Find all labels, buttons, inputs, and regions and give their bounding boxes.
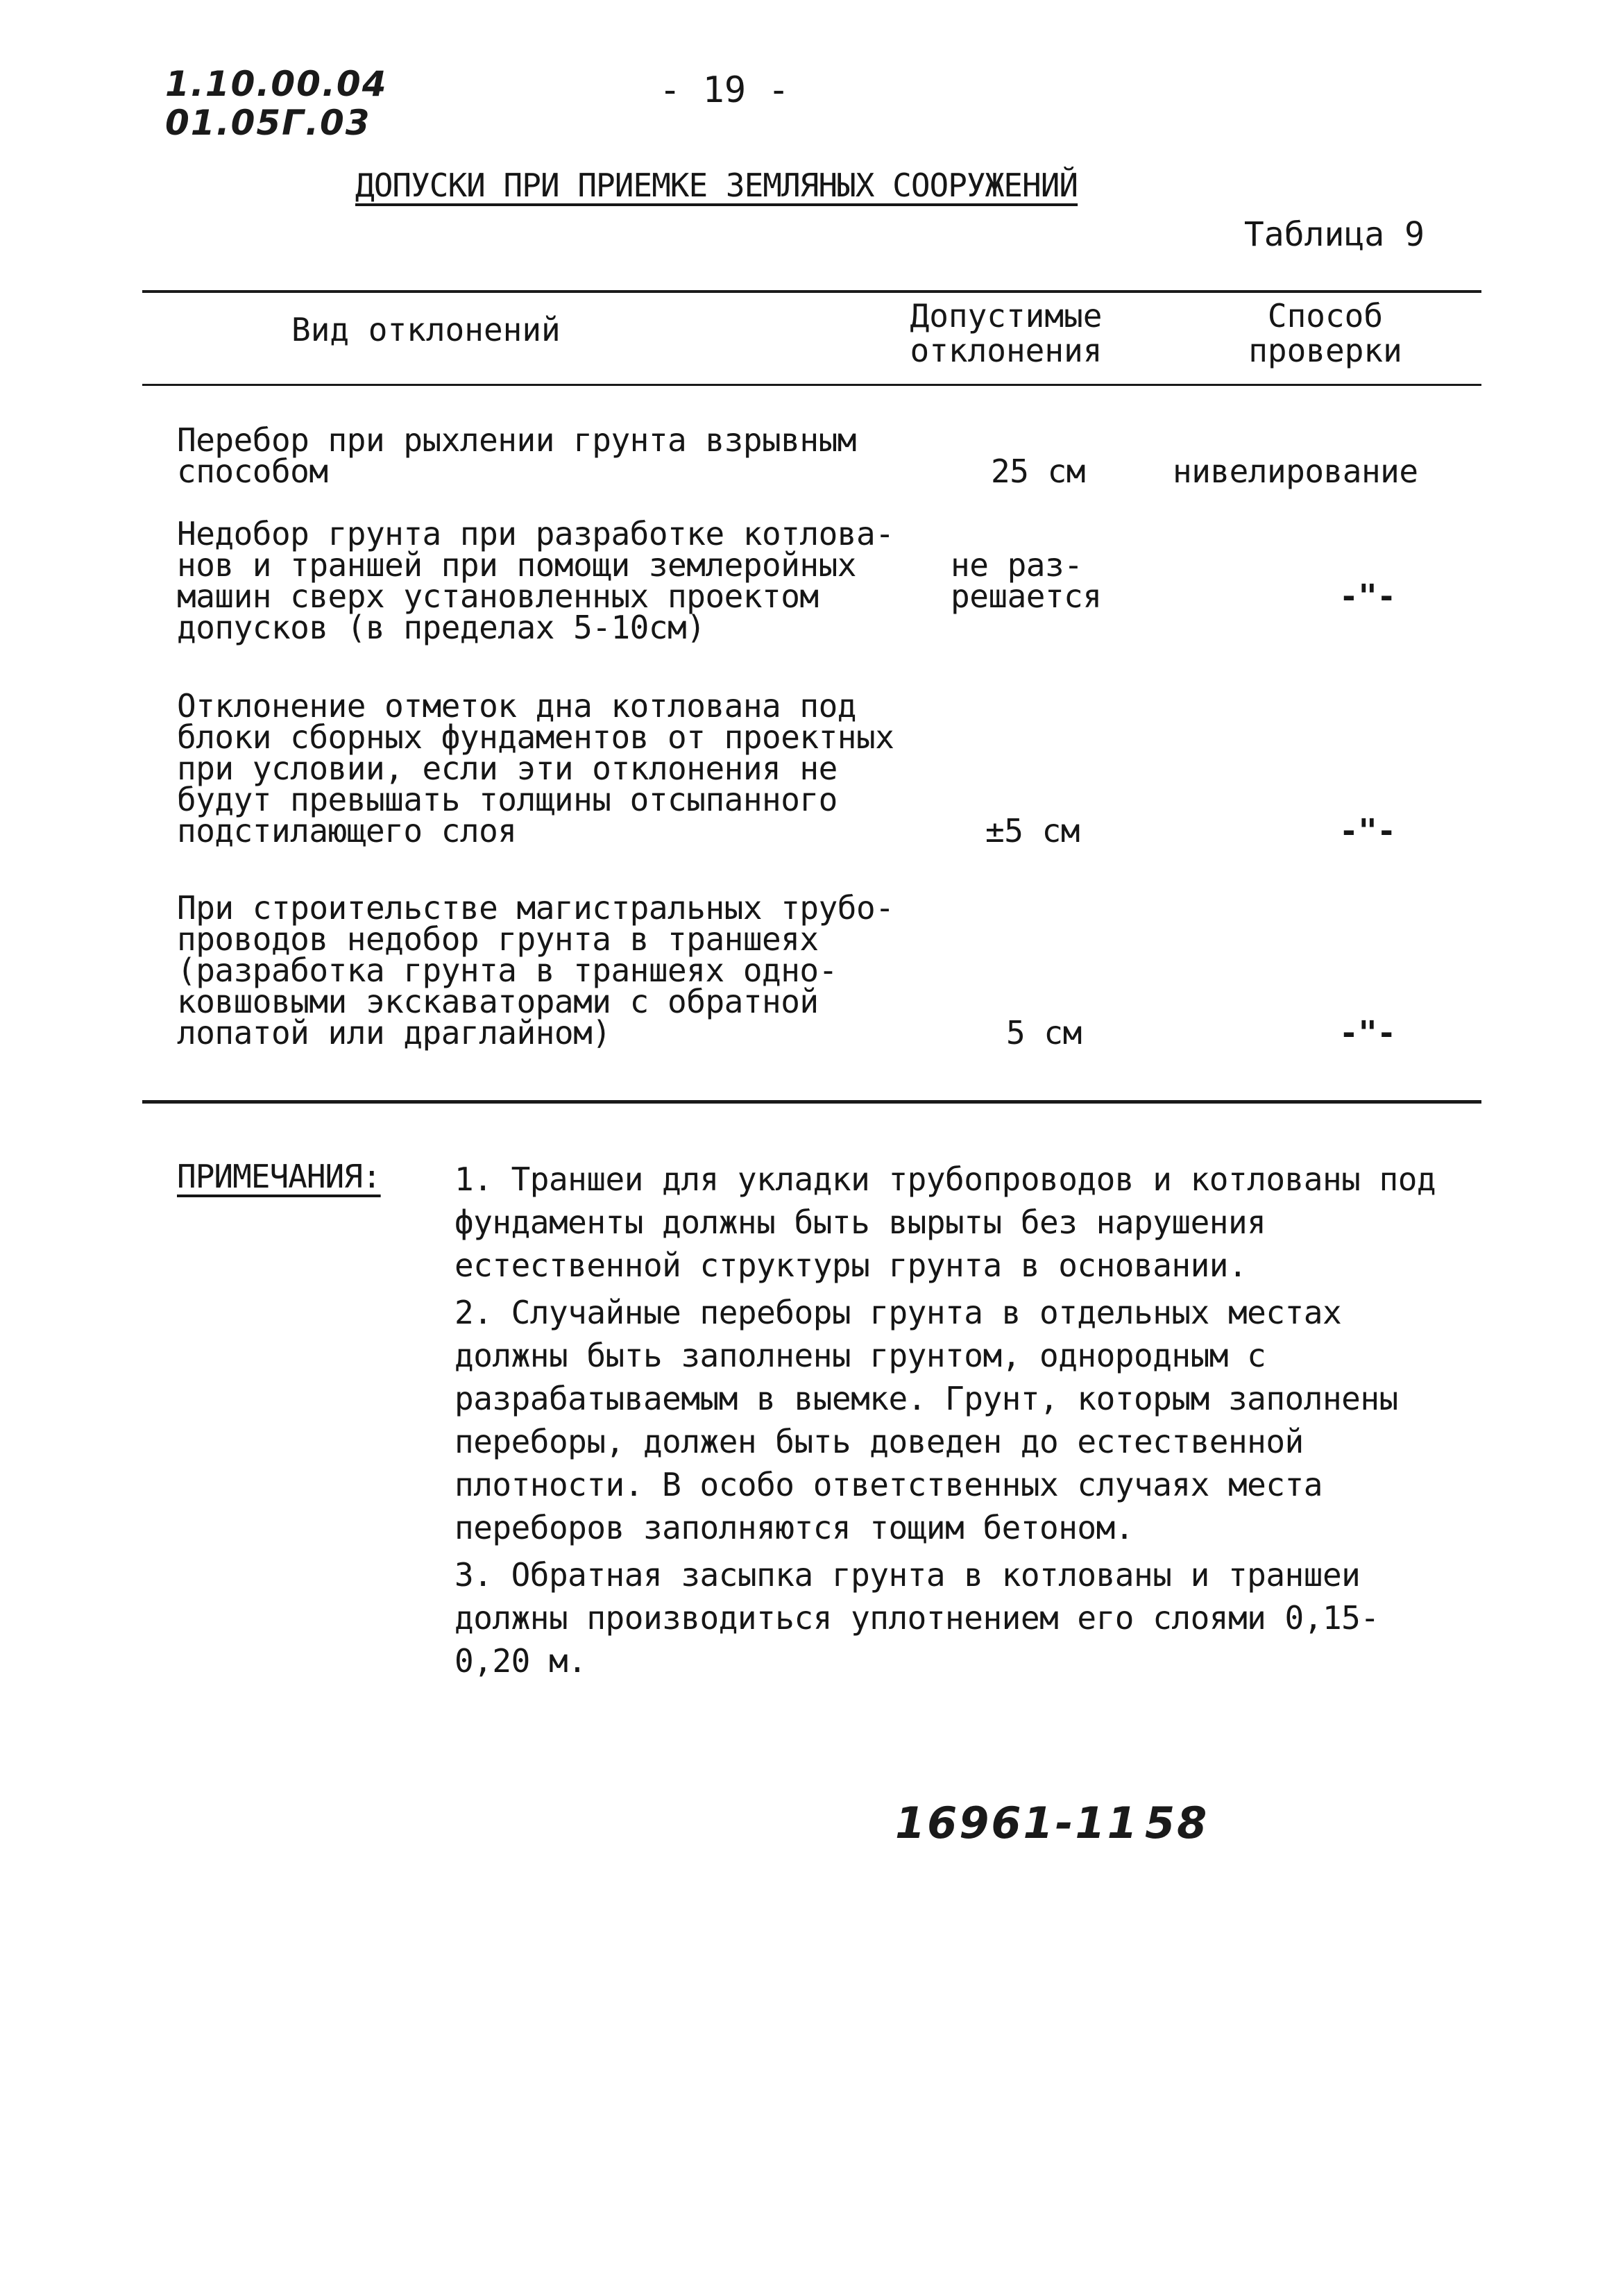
document-code-line-2: 01.05Г.03 (165, 103, 371, 143)
row-1-tolerance: 25 см (991, 453, 1085, 490)
handwritten-number: 16961-11 (895, 1798, 1139, 1848)
row-1-description: Перебор при рыхлении грунта взрывным способом (177, 421, 856, 490)
row-4-description: При строительстве магистральных трубо- проводов недобор грунта в траншеях (разработка грунта в траншеях одно- ковшовыми экскаваторами с обратной лопатой или драглайном) (177, 889, 894, 1052)
note-item-2: 2. Случайные переборы грунта в отдельных местах должны быть заполнены грунтом, однородным с разрабатываемым в выемке. Грунт, которым заполнены переборы, должен быть доведен до естественной плотности. В особо ответственных случаях места переборов заполняются тощим бетоном. (454, 1294, 1398, 1546)
document-code-line-1: 1.10.00.04 (165, 64, 388, 104)
column-header-check-method: Способ проверки (1248, 297, 1402, 369)
table-label: Таблица 9 (1243, 215, 1425, 254)
table-bottom-rule (142, 1100, 1481, 1104)
row-2-tolerance: не раз- решается (951, 546, 1102, 615)
row-4-tolerance: 5 см (1006, 1014, 1082, 1052)
note-item-1: 1. Траншеи для укладки трубопроводов и котлованы под фундаменты должны быть вырыты без нарушения естественной структуры грунта в основании. (454, 1160, 1436, 1284)
page-number: - 19 - (659, 69, 790, 111)
row-2-method: -"- (1339, 577, 1396, 615)
row-3-method: -"- (1339, 812, 1396, 850)
row-1-method: нивелирование (1173, 453, 1418, 490)
handwritten-sheet-number: 58 (1145, 1798, 1209, 1848)
row-3-description: Отклонение отметок дна котлована под блоки сборных фундаментов от проектных при условии, если эти отклонения не будут превышать толщины отсыпанного подстилающего слоя (177, 687, 894, 850)
row-3-tolerance: ±5 см (985, 812, 1080, 850)
note-item-3: 3. Обратная засыпка грунта в котлованы и траншеи должны производиться уплотнением его слоями 0,15-0,20 м. (454, 1556, 1379, 1680)
column-header-tolerance: Допустимые отклонения (910, 297, 1103, 369)
column-header-deviation-type: Вид отклонений (291, 311, 561, 348)
notes-label: ПРИМЕЧАНИЯ: (177, 1158, 381, 1195)
page-title: ДОПУСКИ ПРИ ПРИЕМКЕ ЗЕМЛЯНЫХ СООРУЖЕНИЙ (355, 167, 1078, 204)
notes-list (454, 1158, 1440, 1687)
row-2-description: Недобор грунта при разработке котлова- нов и траншей при помощи землеройных машин сверх установленных проектом допусков (в пределах 5-10см) (177, 515, 894, 646)
table-top-rule (142, 290, 1481, 293)
row-4-method: -"- (1339, 1014, 1396, 1052)
table-header-rule (142, 384, 1481, 386)
